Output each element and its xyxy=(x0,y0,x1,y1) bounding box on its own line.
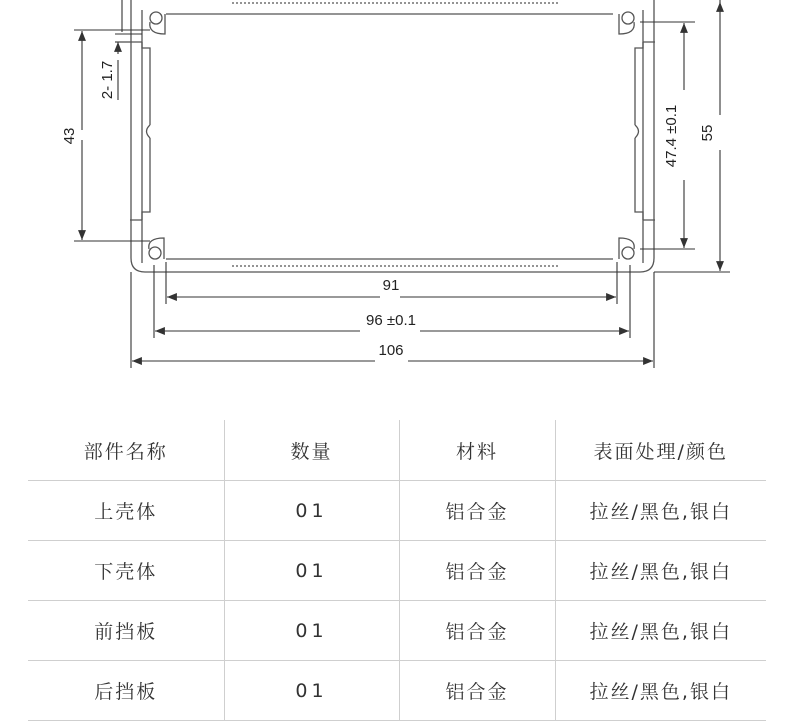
header-part-name: 部件名称 xyxy=(28,420,224,481)
finish-color-cell: 拉丝/黑色,银白 xyxy=(555,541,766,601)
dim-top-offset-label: 2- 1.7 xyxy=(99,60,116,100)
finish-color-cell: 拉丝/黑色,银白 xyxy=(555,661,766,721)
enclosure-profile xyxy=(130,0,655,272)
part-name-cell: 上壳体 xyxy=(28,481,224,541)
finish-color-cell: 拉丝/黑色,银白 xyxy=(555,481,766,541)
material-cell: 铝合金 xyxy=(399,661,555,721)
quantity-cell: 01 xyxy=(224,481,399,541)
dimension-labels xyxy=(61,61,716,359)
quantity-cell: 01 xyxy=(224,601,399,661)
header-material: 材料 xyxy=(399,420,555,481)
table-row xyxy=(28,541,766,601)
dim-inner-width-label: 91 xyxy=(382,277,400,294)
table-row xyxy=(28,661,766,721)
finish-color-cell: 拉丝/黑色,银白 xyxy=(555,601,766,661)
quantity-cell: 01 xyxy=(224,541,399,601)
table-row xyxy=(28,481,766,541)
part-name-cell: 前挡板 xyxy=(28,601,224,661)
header-quantity: 数量 xyxy=(224,420,399,481)
dim-rail-width-label: 96 ±0.1 xyxy=(366,312,416,329)
dim-rail-height-label: 47.4 ±0.1 xyxy=(663,104,680,168)
material-cell: 铝合金 xyxy=(399,601,555,661)
header-finish-color: 表面处理/颜色 xyxy=(555,420,766,481)
part-name-cell: 下壳体 xyxy=(28,541,224,601)
part-name-cell: 后挡板 xyxy=(28,661,224,721)
table-row xyxy=(28,601,766,661)
dim-outer-height-label: 55 xyxy=(699,124,716,142)
dim-inner-height-label: 43 xyxy=(61,127,78,145)
material-cell: 铝合金 xyxy=(399,481,555,541)
quantity-cell: 01 xyxy=(224,661,399,721)
material-cell: 铝合金 xyxy=(399,541,555,601)
spec-table xyxy=(28,420,766,721)
table-header-row xyxy=(28,420,766,481)
dim-outer-width-label: 106 xyxy=(378,342,404,359)
